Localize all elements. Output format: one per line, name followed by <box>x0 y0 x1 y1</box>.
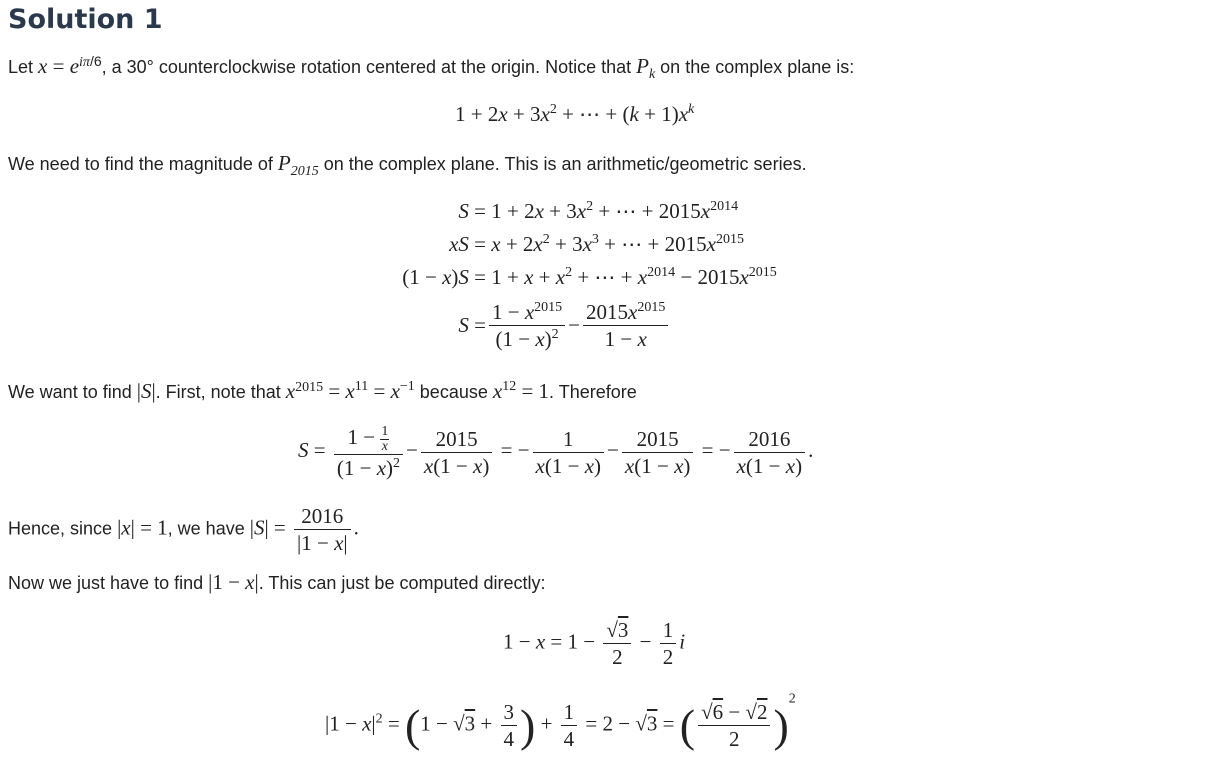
hence-paragraph: Hence, since |x| = 1, we have |S| = $\frac{2016}{|1 - x|}$ . <box>8 504 359 555</box>
one-minus-x-display: 1 − x = 1 − $\frac{√3}{2}$ − $\frac{1}{2}$ i <box>503 618 686 669</box>
intro-paragraph: Let $x = e^{i\pi/6}$, a 30° counterclockwise rotation centered at the origin. Notice that $P_k$ on the complex plane is: <box>8 53 855 83</box>
series-display: $1 + 2x + 3x^2$ + ⋯ + $(k + 1)x^k$ <box>455 102 695 126</box>
compute-paragraph: Now we just have to find |1 − x|. This can just be computed directly: <box>8 570 546 594</box>
magnitude-paragraph: We need to find the magnitude of $P_{2015}$ on the complex plane. This is an arithmetic/geometric series. <box>8 151 807 180</box>
periodicity-paragraph: We want to find |S|. First, note that $x^{2015} = x^{11} = x^{-1}$ because $x^{12} = 1$. Therefore <box>8 379 637 403</box>
aligned-equations: S = $1 + 2x + 3x^2$ + ⋯ + $2015x^{2014}$ xS = $x + 2x^2 + 3x^3$ + ⋯ + $2015x^{2015}$ (1 − x)S = $1 + x + x^2$ + ⋯ + $x^{2014} - 2015x^{2015}$ S = $\frac{1 - x^{2015}}{(1 - x)^2}$ − $\frac{2015x^{2015}}{1 - x}$ <box>402 199 777 351</box>
simplification-display: S = 1 − $\frac{1}{x}$ $(1 - x)^2$ − $\frac{2015}{x(1 - x)}$ = − $\frac{1}{x(1 - x)}$ − $\frac{2015}{x(1 - x)}$ = − $\frac{2016}{x(1 - x)}$ . <box>298 423 814 480</box>
solution-heading: Solution 1 <box>8 4 163 35</box>
magnitude-squared-display: $|1 - x|^2 = (1 - √3$ + $\frac{3}{4}$ ) + $\frac{1}{4}$ = 2 − √3 = ( $\frac{√6 - √2}{2}$ )$^2$ <box>325 691 796 751</box>
